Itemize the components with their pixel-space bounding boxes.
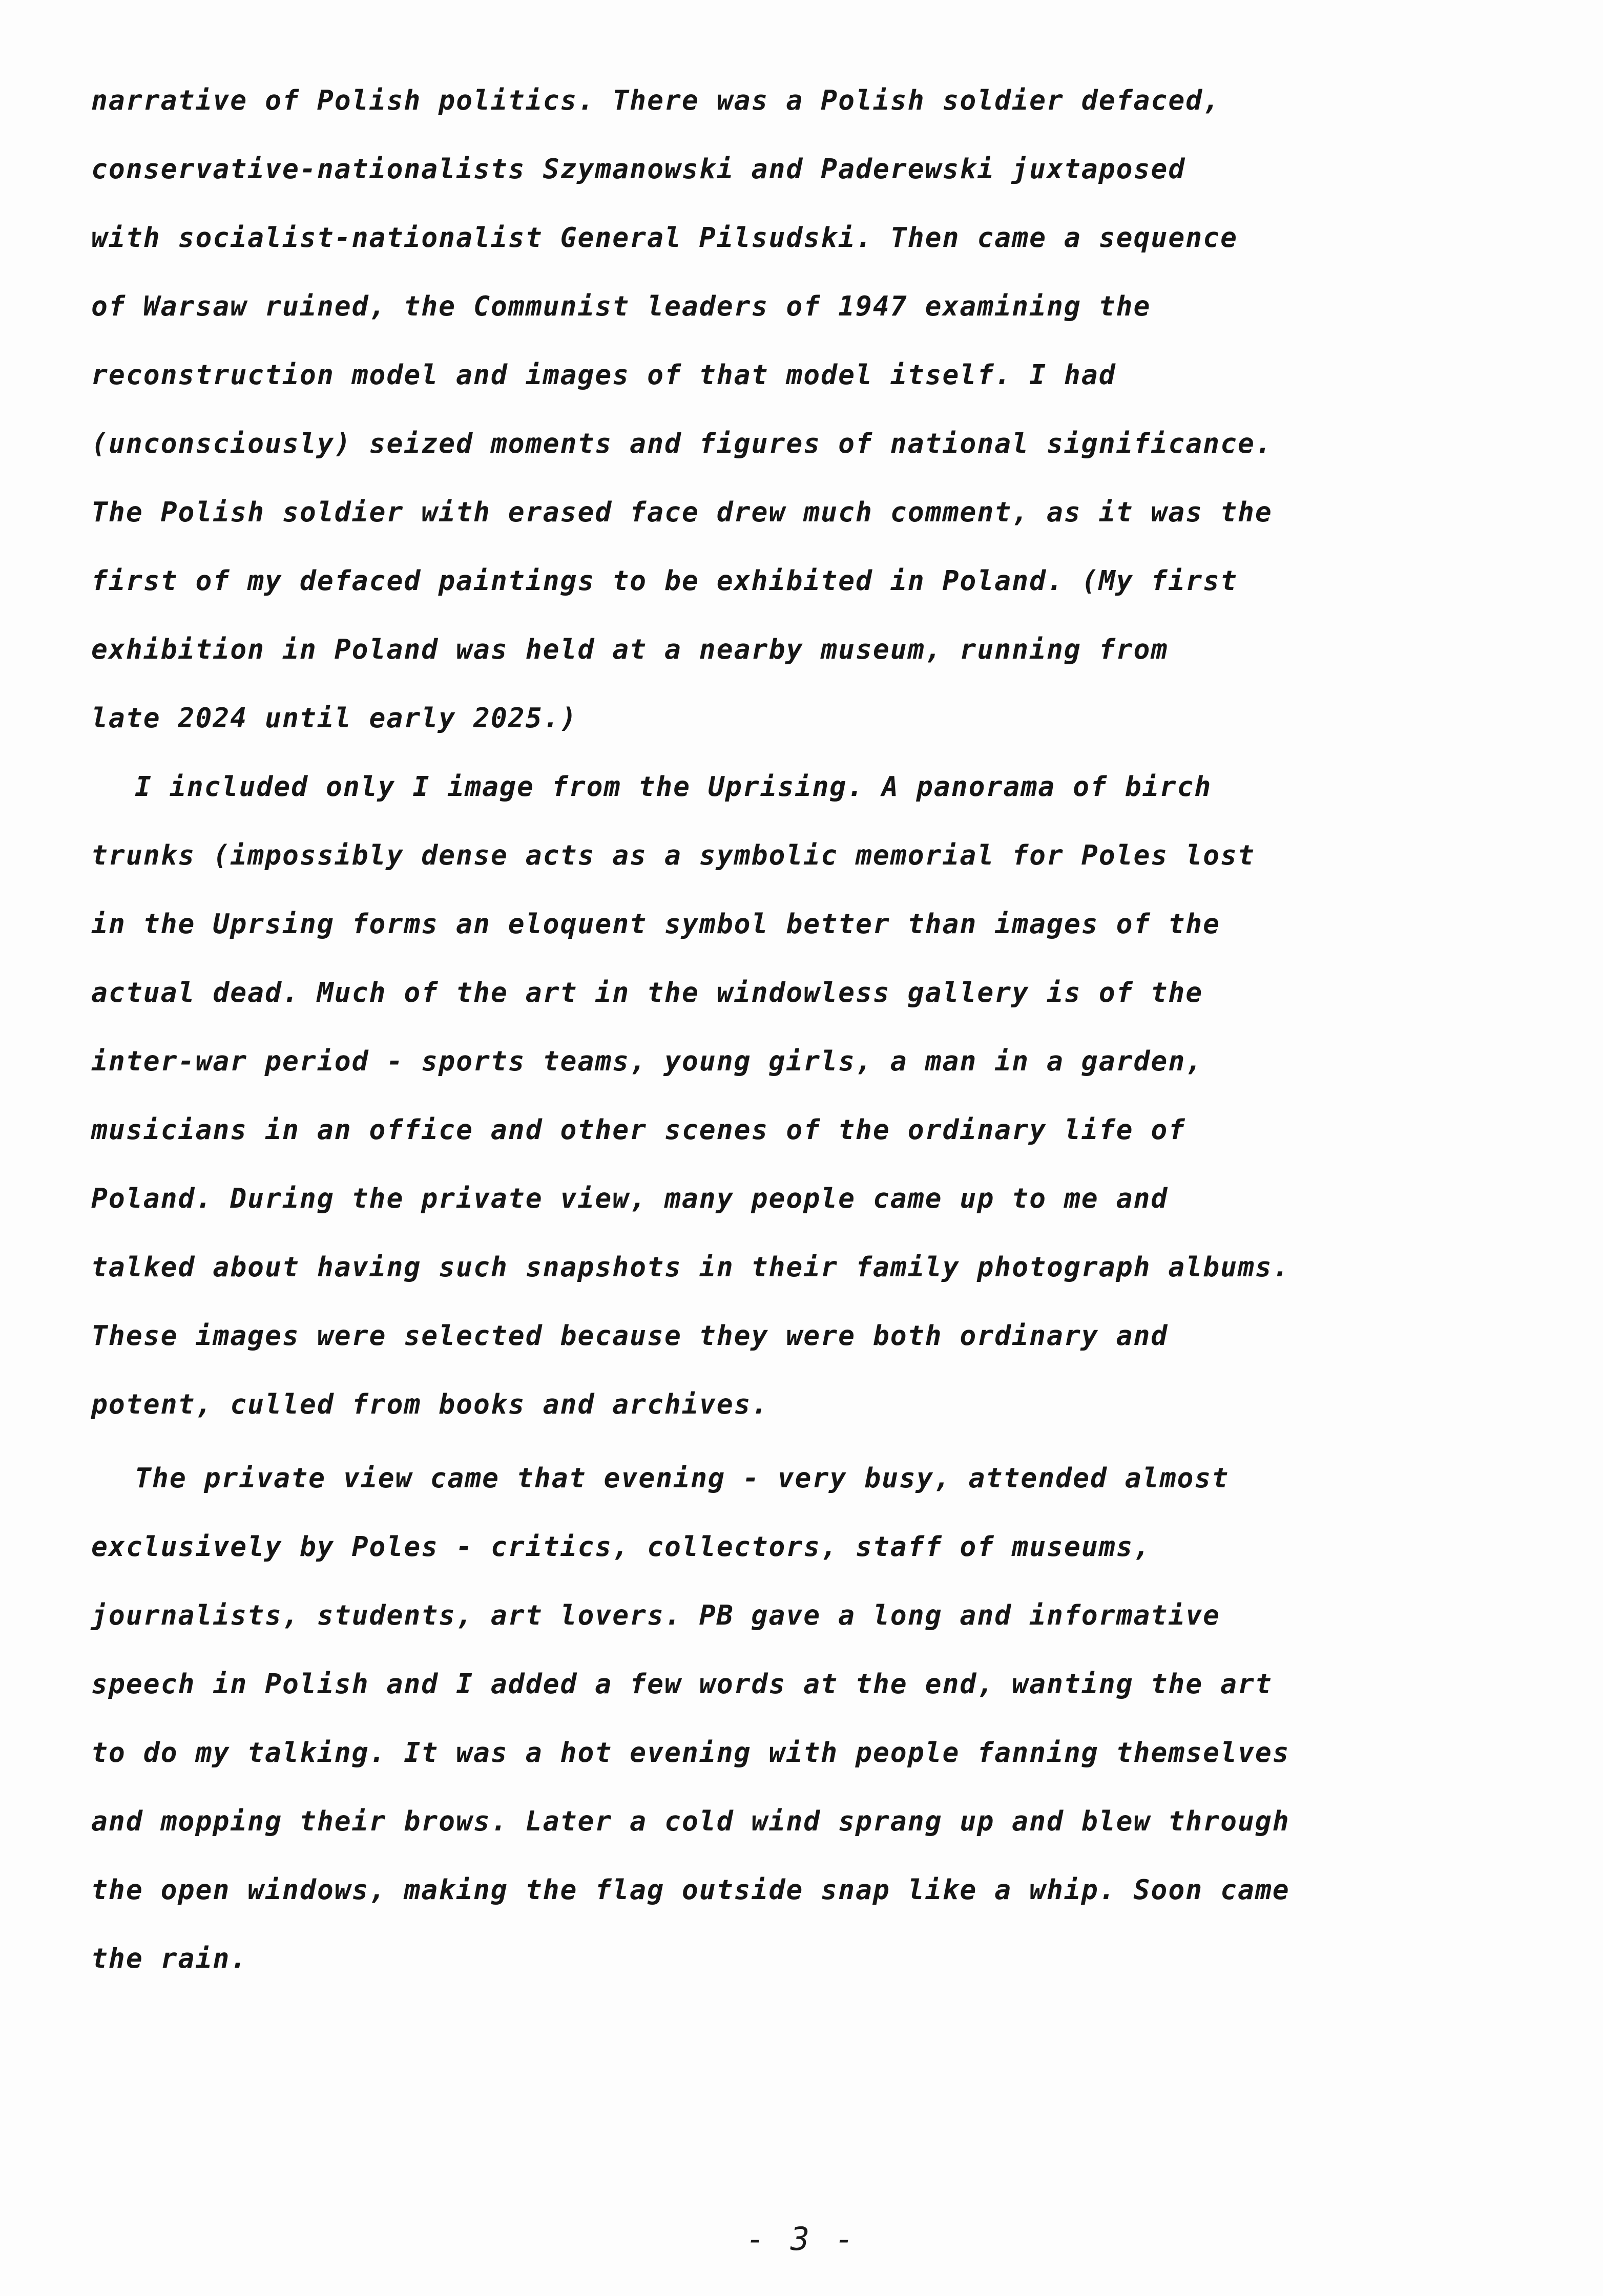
text-line: first of my defaced paintings to be exhibited in Poland. (My first — [91, 565, 1238, 597]
page-number: - 3 - — [746, 2220, 857, 2258]
text-line: conservative-nationalists Szymanowski and Paderewski juxtaposed — [91, 154, 1186, 185]
text-line: The Polish soldier with erased face drew much comment, as it was the — [91, 497, 1273, 528]
text-line: the rain. — [91, 1943, 248, 1974]
text-line: late 2024 until early 2025.) — [91, 703, 578, 734]
text-line: exclusively by Poles - critics, collectors, staff of museums, — [91, 1531, 1151, 1563]
text-line: reconstruction model and images of that model itself. I had — [91, 360, 1116, 391]
text-line: and mopping their brows. Later a cold wind sprang up and blew through — [91, 1806, 1290, 1837]
paragraph-1 — [91, 67, 1541, 753]
text-line: journalists, students, art lovers. PB gave a long and informative — [91, 1600, 1221, 1631]
text-line: inter-war period - sports teams, young girls, a man in a garden, — [91, 1046, 1203, 1077]
text-line: The private view came that evening - very busy, attended almost — [135, 1463, 1230, 1494]
text-line: (unconsciously) seized moments and figures of national significance. — [91, 428, 1273, 459]
text-line: narrative of Polish politics. There was a Polish soldier defaced, — [91, 85, 1221, 116]
text-line: with socialist-nationalist General Pilsudski. Then came a sequence — [91, 222, 1238, 254]
text-line: speech in Polish and I added a few words at the end, wanting the art — [91, 1669, 1273, 1700]
text-line: exhibition in Poland was held at a nearby museum, running from — [91, 634, 1169, 665]
text-line: in the Uprsing forms an eloquent symbol better than images of the — [91, 909, 1221, 940]
text-line: actual dead. Much of the art in the windowless gallery is of the — [91, 977, 1203, 1008]
text-line: the open windows, making the flag outside snap like a whip. Soon came — [91, 1874, 1290, 1906]
text-line: I included only I image from the Uprising. A panorama of birch — [135, 771, 1212, 803]
text-line: potent, culled from books and archives. — [91, 1389, 769, 1420]
paragraph-3 — [91, 1444, 1541, 1993]
paragraph-2 — [91, 753, 1541, 1439]
text-line: musicians in an office and other scenes of the ordinary life of — [91, 1114, 1186, 1146]
text-line: talked about having such snapshots in their family photograph albums. — [91, 1252, 1290, 1283]
text-line: Poland. During the private view, many people came up to me and — [91, 1183, 1169, 1214]
text-line: to do my talking. It was a hot evening with people fanning themselves — [91, 1737, 1290, 1768]
text-line: These images were selected because they were both ordinary and — [91, 1320, 1169, 1352]
text-line: of Warsaw ruined, the Communist leaders of 1947 examining the — [91, 291, 1151, 322]
text-line: trunks (impossibly dense acts as a symbolic memorial for Poles lost — [91, 840, 1255, 871]
